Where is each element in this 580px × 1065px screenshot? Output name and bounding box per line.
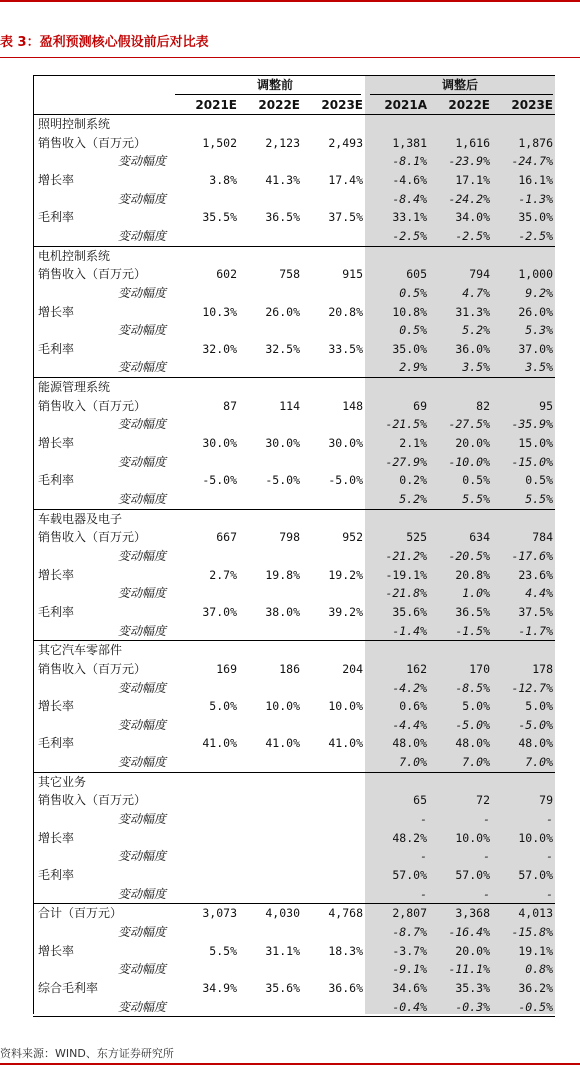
table-cell: 3,368: [455, 906, 490, 921]
table-cell: 5.0%: [209, 699, 237, 714]
after-underline: [370, 94, 553, 95]
table-title: 表 3：盈利预测核心假设前后对比表: [0, 35, 209, 50]
header-year: 2022E: [448, 98, 490, 112]
table-cell: 5.2%: [462, 323, 490, 338]
header-year: 2023E: [511, 98, 553, 112]
table-cell: 26.0%: [518, 304, 553, 319]
metric-label: 增长率: [38, 436, 75, 451]
table-cell: 34.9%: [202, 980, 237, 995]
table-cell: 2.9%: [399, 360, 427, 375]
top-accent-rule: [0, 0, 580, 2]
table-cell: 19.2%: [328, 567, 363, 582]
change-label: 变动幅度: [118, 680, 167, 695]
table-cell: 0.8%: [525, 962, 553, 977]
table-cell: 170: [469, 661, 490, 676]
table-cell: -: [546, 886, 553, 901]
table-cell: 35.3%: [455, 980, 490, 995]
metric-label: 销售收入（百万元）: [38, 135, 147, 150]
metric-label: 毛利率: [38, 210, 75, 225]
table-cell: -2.5%: [455, 228, 490, 243]
change-label: 变动幅度: [118, 492, 167, 506]
table-cell: -4.2%: [392, 680, 427, 695]
table-cell: -17.6%: [511, 548, 553, 563]
table-cell: 605: [406, 267, 427, 282]
table-cell: -: [420, 886, 427, 901]
table-cell: 30.0%: [265, 436, 300, 451]
table-cell: -4.4%: [392, 717, 427, 732]
table-cell: 4,013: [518, 906, 553, 921]
table-cell: 26.0%: [265, 304, 300, 319]
table-cell: 36.5%: [455, 604, 490, 619]
table-cell: 48.2%: [392, 830, 427, 845]
table-cell: -1.5%: [455, 623, 490, 638]
table-cell: 4.4%: [525, 586, 553, 601]
table-cell: 148: [342, 398, 363, 413]
before-underline: [175, 94, 361, 95]
table-cell: 915: [342, 267, 363, 282]
section-divider: [33, 772, 555, 773]
table-cell: 65: [413, 793, 427, 808]
table-cell: 57.0%: [455, 868, 490, 882]
table-cell: 162: [406, 661, 427, 676]
table-cell: 82: [476, 398, 490, 413]
table-cell: -5.0%: [265, 473, 300, 488]
metric-label: 销售收入（百万元）: [38, 661, 147, 676]
table-cell: -: [483, 849, 490, 864]
table-cell: 69: [413, 398, 427, 413]
change-label: 变动幅度: [118, 548, 167, 563]
table-cell: 48.0%: [518, 736, 553, 751]
table-cell: 114: [279, 398, 300, 413]
change-label: 变动幅度: [118, 812, 167, 827]
change-label: 变动幅度: [118, 849, 167, 864]
table-cell: 0.5%: [399, 285, 427, 300]
metric-label: 毛利率: [38, 473, 75, 488]
table-cell: -8.7%: [392, 924, 427, 939]
table-cell: 4.7%: [462, 285, 490, 300]
metric-label: 增长率: [38, 699, 75, 714]
table-cell: 20.0%: [455, 436, 490, 451]
table-cell: -: [483, 812, 490, 827]
table-cell: 1,502: [202, 135, 237, 150]
table-cell: 1,000: [518, 267, 553, 282]
table-cell: -3.7%: [392, 943, 427, 958]
table-cell: 36.6%: [328, 980, 363, 995]
table-cell: -21.8%: [385, 586, 427, 601]
table-cell: -2.5%: [392, 228, 427, 243]
table-cell: 31.3%: [455, 304, 490, 319]
table-cell: -5.0%: [518, 717, 553, 732]
table-cell: 34.6%: [392, 980, 427, 995]
table-cell: 784: [532, 530, 553, 545]
table-cell: 5.5%: [209, 943, 237, 958]
table-cell: 178: [532, 661, 553, 676]
change-label: 变动幅度: [118, 323, 167, 338]
table-cell: -2.5%: [518, 228, 553, 243]
change-label: 变动幅度: [118, 717, 167, 732]
table-cell: -16.4%: [448, 924, 490, 939]
change-label: 变动幅度: [118, 755, 167, 770]
table-cell: 17.1%: [455, 172, 490, 187]
table-cell: -20.5%: [448, 548, 490, 563]
change-label: 变动幅度: [118, 924, 167, 939]
table-cell: 5.2%: [399, 492, 427, 506]
table-cell: -: [546, 812, 553, 827]
table-cell: 20.0%: [455, 943, 490, 958]
table-cell: -0.4%: [392, 999, 427, 1014]
table-cell: -27.5%: [448, 417, 490, 432]
section-divider: [33, 377, 555, 378]
section-title: 电机控制系统: [38, 248, 111, 263]
table-cell: -21.5%: [385, 417, 427, 432]
table-cell: 9.2%: [525, 285, 553, 300]
section-title: 车载电器及电子: [38, 511, 123, 526]
table-cell: -8.5%: [455, 680, 490, 695]
table-cell: 7.0%: [525, 755, 553, 770]
table-cell: 1,876: [518, 135, 553, 150]
table-cell: 10.8%: [392, 304, 427, 319]
metric-label: 销售收入（百万元）: [38, 793, 147, 808]
table-cell: 33.5%: [328, 341, 363, 356]
metric-label: 合计（百万元）: [38, 906, 123, 921]
table-cell: 41.0%: [328, 736, 363, 751]
change-label: 变动幅度: [118, 228, 167, 243]
change-label: 变动幅度: [118, 417, 167, 432]
table-cell: 10.0%: [455, 830, 490, 845]
table-cell: 35.6%: [392, 604, 427, 619]
change-label: 变动幅度: [118, 886, 167, 901]
table-cell: 37.5%: [328, 210, 363, 225]
change-label: 变动幅度: [118, 454, 167, 469]
table-cell: 36.5%: [265, 210, 300, 225]
header-before: 调整前: [256, 78, 293, 92]
table-cell: 17.4%: [328, 172, 363, 187]
table-cell: 667: [216, 530, 237, 545]
table-cell: -4.6%: [392, 172, 427, 187]
table-cell: 35.5%: [202, 210, 237, 225]
table-cell: 32.5%: [265, 341, 300, 356]
table-cell: -23.9%: [448, 154, 490, 169]
metric-label: 增长率: [38, 304, 75, 319]
change-label: 变动幅度: [118, 154, 167, 169]
change-label: 变动幅度: [118, 360, 167, 375]
table-cell: 38.0%: [265, 604, 300, 619]
metric-label: 毛利率: [38, 341, 75, 356]
table-cell: 794: [469, 267, 490, 282]
table-cell: 57.0%: [392, 868, 427, 882]
table-cell: 31.1%: [265, 943, 300, 958]
table-cell: 48.0%: [455, 736, 490, 751]
header-year: 2022E: [258, 98, 300, 112]
table-cell: 0.2%: [399, 473, 427, 488]
table-cell: -24.7%: [511, 154, 553, 169]
table-cell: 5.0%: [462, 699, 490, 714]
metric-label: 毛利率: [38, 604, 75, 619]
table-cell: -: [420, 849, 427, 864]
source-note: 资料来源：WIND、东方证券研究所: [0, 1047, 174, 1060]
table-cell: 79: [539, 793, 553, 808]
section-title: 其它汽车零部件: [38, 643, 123, 658]
table-cell: 7.0%: [462, 755, 490, 770]
table-cell: -15.8%: [511, 924, 553, 939]
table-cell: 0.5%: [462, 473, 490, 488]
table-cell: -12.7%: [511, 680, 553, 695]
change-label: 变动幅度: [118, 999, 167, 1014]
table-cell: -8.4%: [392, 191, 427, 206]
metric-label: 综合毛利率: [38, 980, 99, 995]
table-cell: 30.0%: [328, 436, 363, 451]
change-label: 变动幅度: [118, 586, 167, 601]
table-cell: 19.8%: [265, 567, 300, 582]
section-title: 照明控制系统: [38, 117, 111, 131]
table-cell: 41.3%: [265, 172, 300, 187]
table-cell: 57.0%: [518, 868, 553, 882]
table-cell: 0.5%: [399, 323, 427, 338]
table-cell: -11.1%: [448, 962, 490, 977]
table-cell: 1,616: [455, 135, 490, 150]
table-cell: 18.3%: [328, 943, 363, 958]
metric-label: 增长率: [38, 567, 75, 582]
table-cell: 952: [342, 530, 363, 545]
table-cell: 3.8%: [209, 172, 237, 187]
metric-label: 毛利率: [38, 736, 75, 751]
table-cell: 16.1%: [518, 172, 553, 187]
table-cell: 2,493: [328, 135, 363, 150]
table-cell: 0.6%: [399, 699, 427, 714]
table-cell: 2,123: [265, 135, 300, 150]
metric-label: 毛利率: [38, 868, 75, 882]
table-cell: 2.1%: [399, 436, 427, 451]
title-divider: [0, 57, 580, 58]
table-cell: 33.1%: [392, 210, 427, 225]
table-cell: 204: [342, 661, 363, 676]
section-divider: [33, 1016, 555, 1017]
table-cell: 48.0%: [392, 736, 427, 751]
change-label: 变动幅度: [118, 191, 167, 206]
table-cell: 10.0%: [328, 699, 363, 714]
table-cell: 525: [406, 530, 427, 545]
table-cell: 34.0%: [455, 210, 490, 225]
metric-label: 增长率: [38, 172, 75, 187]
table-cell: 634: [469, 530, 490, 545]
table-cell: -: [546, 849, 553, 864]
table-cell: 37.5%: [518, 604, 553, 619]
table-cell: -0.3%: [455, 999, 490, 1014]
table-cell: 2.7%: [209, 567, 237, 582]
section-title: 其它业务: [38, 774, 87, 789]
table-cell: 0.5%: [525, 473, 553, 488]
table-cell: 5.0%: [525, 699, 553, 714]
table-cell: -27.9%: [385, 454, 427, 469]
metric-label: 销售收入（百万元）: [38, 530, 147, 545]
metric-label: 销售收入（百万元）: [38, 398, 147, 413]
table-cell: 72: [476, 793, 490, 808]
table-cell: 30.0%: [202, 436, 237, 451]
metric-label: 增长率: [38, 830, 75, 845]
table-cell: 35.6%: [265, 980, 300, 995]
table-cell: 36.0%: [455, 341, 490, 356]
table-cell: 798: [279, 530, 300, 545]
table-cell: 1.0%: [462, 586, 490, 601]
table-cell: -5.0%: [202, 473, 237, 488]
table-cell: 169: [216, 661, 237, 676]
table-cell: 39.2%: [328, 604, 363, 619]
table-cell: 10.0%: [518, 830, 553, 845]
table-cell: 35.0%: [392, 341, 427, 356]
table-cell: 37.0%: [518, 341, 553, 356]
table-cell: 41.0%: [265, 736, 300, 751]
table-cell: 758: [279, 267, 300, 282]
table-cell: 95: [539, 398, 553, 413]
table-cell: 32.0%: [202, 341, 237, 356]
table-cell: -1.7%: [518, 623, 553, 638]
table-cell: 10.3%: [202, 304, 237, 319]
table-cell: 41.0%: [202, 736, 237, 751]
table-cell: 87: [223, 398, 237, 413]
table-cell: -15.0%: [511, 454, 553, 469]
table-cell: 36.2%: [518, 980, 553, 995]
change-label: 变动幅度: [118, 623, 167, 638]
table-cell: 19.1%: [518, 943, 553, 958]
table-cell: 5.5%: [462, 492, 490, 506]
table-cell: -1.4%: [392, 623, 427, 638]
table-cell: 7.0%: [399, 755, 427, 770]
metric-label: 销售收入（百万元）: [38, 267, 147, 282]
header-year: 2021E: [195, 98, 237, 112]
table-cell: 3,073: [202, 906, 237, 921]
table-cell: -5.0%: [328, 473, 363, 488]
table-cell: -5.0%: [455, 717, 490, 732]
table-cell: -24.2%: [448, 191, 490, 206]
table-cell: -21.2%: [385, 548, 427, 563]
table-cell: 5.3%: [525, 323, 553, 338]
table-cell: 15.0%: [518, 436, 553, 451]
table-cell: 4,768: [328, 906, 363, 921]
table-cell: 4,030: [265, 906, 300, 921]
table-cell: 2,807: [392, 906, 427, 921]
table-cell: 35.0%: [518, 210, 553, 225]
header-after: 调整后: [441, 78, 478, 92]
table-cell: -: [483, 886, 490, 901]
table-cell: -1.3%: [518, 191, 553, 206]
header-bottom-border: [33, 114, 555, 115]
section-title: 能源管理系统: [38, 380, 111, 395]
table-cell: -9.1%: [392, 962, 427, 977]
table-cell: 1,381: [392, 135, 427, 150]
table-cell: 23.6%: [518, 567, 553, 582]
table-cell: -35.9%: [511, 417, 553, 432]
metric-label: 增长率: [38, 943, 75, 958]
table-cell: 3.5%: [525, 360, 553, 375]
change-label: 变动幅度: [118, 962, 167, 977]
table-cell: 20.8%: [455, 567, 490, 582]
table-cell: 20.8%: [328, 304, 363, 319]
change-label: 变动幅度: [118, 285, 167, 300]
table-cell: -: [420, 812, 427, 827]
table-cell: -0.5%: [518, 999, 553, 1014]
table-cell: 37.0%: [202, 604, 237, 619]
table-cell: -10.0%: [448, 454, 490, 469]
header-year: 2021A: [384, 98, 427, 112]
header-year: 2023E: [321, 98, 363, 112]
section-divider: [33, 246, 555, 247]
table-left-border: [33, 75, 34, 1014]
table-cell: 10.0%: [265, 699, 300, 714]
table-cell: -8.1%: [392, 154, 427, 169]
table-cell: 3.5%: [462, 360, 490, 375]
table-cell: 5.5%: [525, 492, 553, 506]
table-cell: 602: [216, 267, 237, 282]
table-cell: 186: [279, 661, 300, 676]
table-cell: -19.1%: [385, 567, 427, 582]
